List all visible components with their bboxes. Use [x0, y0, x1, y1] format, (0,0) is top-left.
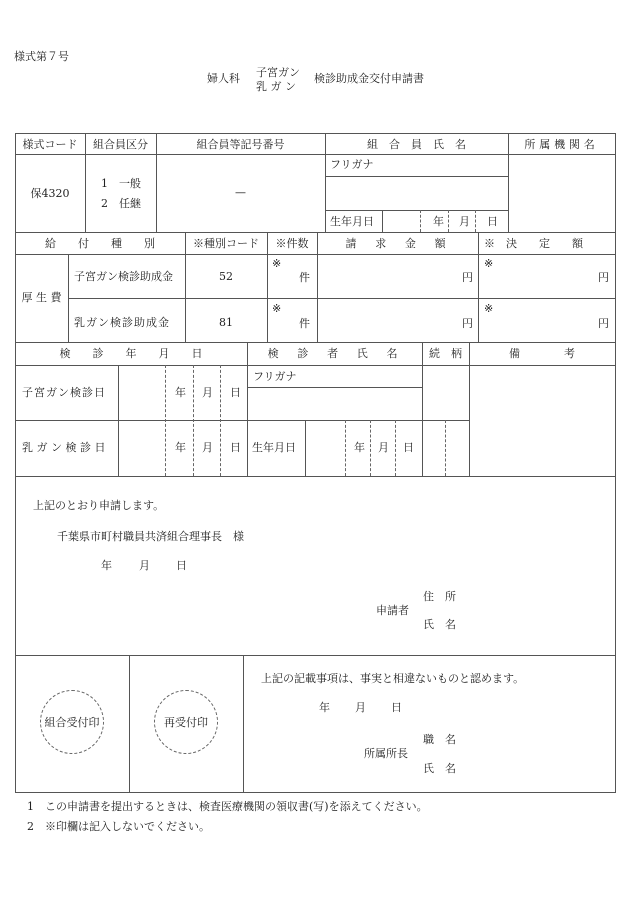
claim-amount-field[interactable]: [318, 299, 477, 341]
dashed-divider: [395, 420, 396, 476]
member-name-field[interactable]: [326, 177, 507, 209]
application-month-unit: 月: [139, 559, 150, 572]
header-affiliation: 所属機関名: [524, 138, 599, 151]
member-class-continued[interactable]: 2 任継: [101, 197, 141, 210]
divider: [129, 655, 130, 792]
form-code-value: 保4320: [30, 187, 70, 200]
examinee-birth-label: 生年月日: [252, 441, 296, 454]
addressee: 千葉県市町村職員共済組合理事長 様: [57, 530, 244, 543]
year-unit: 年: [354, 441, 365, 454]
title-type-top: 子宮ガン: [256, 66, 300, 79]
header-exam-date: 検 診 年 月 日: [59, 347, 203, 360]
application-day-unit: 日: [176, 559, 187, 572]
day-unit: 日: [403, 441, 414, 454]
union-receipt-stamp: [40, 690, 104, 754]
form-number: 様式第７号: [14, 50, 69, 63]
cert-month-unit: 月: [355, 701, 366, 714]
uterine-exam-date-label: 子宮ガン検診日: [22, 386, 106, 399]
dashed-divider: [193, 365, 194, 476]
divider: [15, 254, 615, 255]
day-unit: 日: [230, 441, 241, 454]
benefit-name: 乳ガン検診助成金: [74, 316, 170, 329]
benefit-name: 子宮ガン検診助成金: [74, 270, 173, 283]
day-unit: 日: [230, 386, 241, 399]
title-prefix: 婦人科: [207, 72, 240, 85]
table-border-right: [615, 133, 616, 793]
divider: [478, 232, 479, 342]
decided-mark: ※: [484, 257, 494, 270]
benefit-code: 81: [219, 316, 233, 329]
header-benefit-type: 給 付 種 別: [45, 237, 155, 250]
re-receipt-stamp: [154, 690, 218, 754]
benefit-code: 52: [219, 270, 233, 283]
cert-year-unit: 年: [319, 701, 330, 714]
office-head-label: 所属所長: [364, 747, 408, 760]
address-label: 住 所: [423, 590, 456, 603]
stamp-label: 組合受付印: [44, 716, 100, 729]
affiliation-field[interactable]: [509, 155, 614, 231]
remarks-field[interactable]: [470, 366, 614, 475]
dashed-divider: [220, 365, 221, 476]
header-member-number: 組合員等記号番号: [196, 138, 285, 151]
claim-amount-field[interactable]: [318, 255, 477, 297]
furigana-label: フリガナ: [330, 158, 374, 171]
header-remarks: 備 考: [509, 347, 575, 360]
divider: [68, 254, 69, 342]
count-unit: 件: [299, 317, 310, 330]
examinee-name-field[interactable]: [248, 388, 421, 419]
application-statement: 上記のとおり申請します。: [33, 499, 165, 512]
dashed-divider: [445, 420, 446, 476]
birth-day-unit: 日: [487, 215, 498, 228]
amount-unit: 円: [462, 271, 473, 284]
divider: [15, 342, 615, 343]
birth-year-unit: 年: [433, 215, 444, 228]
member-class-general[interactable]: 1 一般: [101, 177, 141, 190]
note-2: 2 ※印欄は記入しないでください。: [27, 820, 210, 833]
count-unit: 件: [299, 271, 310, 284]
month-unit: 月: [202, 386, 213, 399]
dashed-divider: [165, 365, 166, 476]
divider: [305, 420, 306, 476]
amount-unit: 円: [462, 317, 473, 330]
count-mark: ※: [272, 257, 282, 270]
birth-label: 生年月日: [330, 215, 374, 228]
header-member-name: 組 合 員 氏 名: [367, 138, 466, 151]
header-examinee-name: 検 診 者 氏 名: [267, 347, 402, 360]
divider: [118, 365, 119, 476]
note-1: 1 この申請書を提出するときは、検査医療機関の領収書(写)を添えてください。: [27, 800, 428, 813]
decided-mark: ※: [484, 302, 494, 315]
divider: [15, 655, 615, 656]
table-border-top: [15, 133, 616, 134]
application-year-unit: 年: [101, 559, 112, 572]
applicant-label: 申請者: [376, 604, 409, 617]
stamp-label: 再受付印: [164, 716, 208, 729]
header-decided-amount: ※ 決 定 額: [484, 237, 583, 250]
relationship-field[interactable]: [423, 366, 468, 420]
month-unit: 月: [202, 441, 213, 454]
header-relationship: 続 柄: [429, 347, 462, 360]
birth-month-unit: 月: [459, 215, 470, 228]
divider: [15, 232, 615, 233]
title-type-bottom: 乳 ガ ン: [256, 80, 296, 93]
divider: [325, 210, 508, 211]
job-title-label: 職 名: [423, 733, 456, 746]
member-number-field[interactable]: —: [235, 186, 246, 199]
head-name-label: 氏 名: [423, 762, 456, 775]
dashed-divider: [448, 210, 449, 232]
dashed-divider: [370, 420, 371, 476]
header-type-code: ※種別コード: [193, 237, 259, 250]
examinee-furigana-label: フリガナ: [253, 370, 297, 383]
decided-unit: 円: [598, 317, 609, 330]
breast-exam-date-label: 乳 ガ ン 検 診 日: [22, 441, 106, 454]
year-unit: 年: [175, 386, 186, 399]
table-border-bottom: [15, 792, 616, 793]
decided-unit: 円: [598, 271, 609, 284]
certification-statement: 上記の記載事項は、事実と相違ないものと認めます。: [261, 672, 525, 685]
month-unit: 月: [378, 441, 389, 454]
header-count: ※件数: [275, 237, 309, 250]
dashed-divider: [345, 420, 346, 476]
header-claim-amount: 請 求 金 額: [345, 237, 450, 250]
benefit-category: 厚 生 費: [21, 291, 62, 304]
cert-day-unit: 日: [391, 701, 402, 714]
divider: [15, 420, 469, 421]
applicant-address-field[interactable]: [460, 585, 610, 607]
divider: [382, 210, 383, 232]
dashed-divider: [420, 210, 421, 232]
divider: [243, 655, 244, 792]
dashed-divider: [475, 210, 476, 232]
divider: [15, 476, 615, 477]
applicant-name-label: 氏 名: [423, 618, 456, 631]
applicant-name-field[interactable]: [460, 613, 610, 635]
header-member-class: 組合員区分: [93, 138, 148, 151]
header-form-code: 様式コード: [22, 138, 78, 151]
count-mark: ※: [272, 302, 282, 315]
year-unit: 年: [175, 441, 186, 454]
title-suffix: 検診助成金交付申請書: [314, 72, 424, 85]
